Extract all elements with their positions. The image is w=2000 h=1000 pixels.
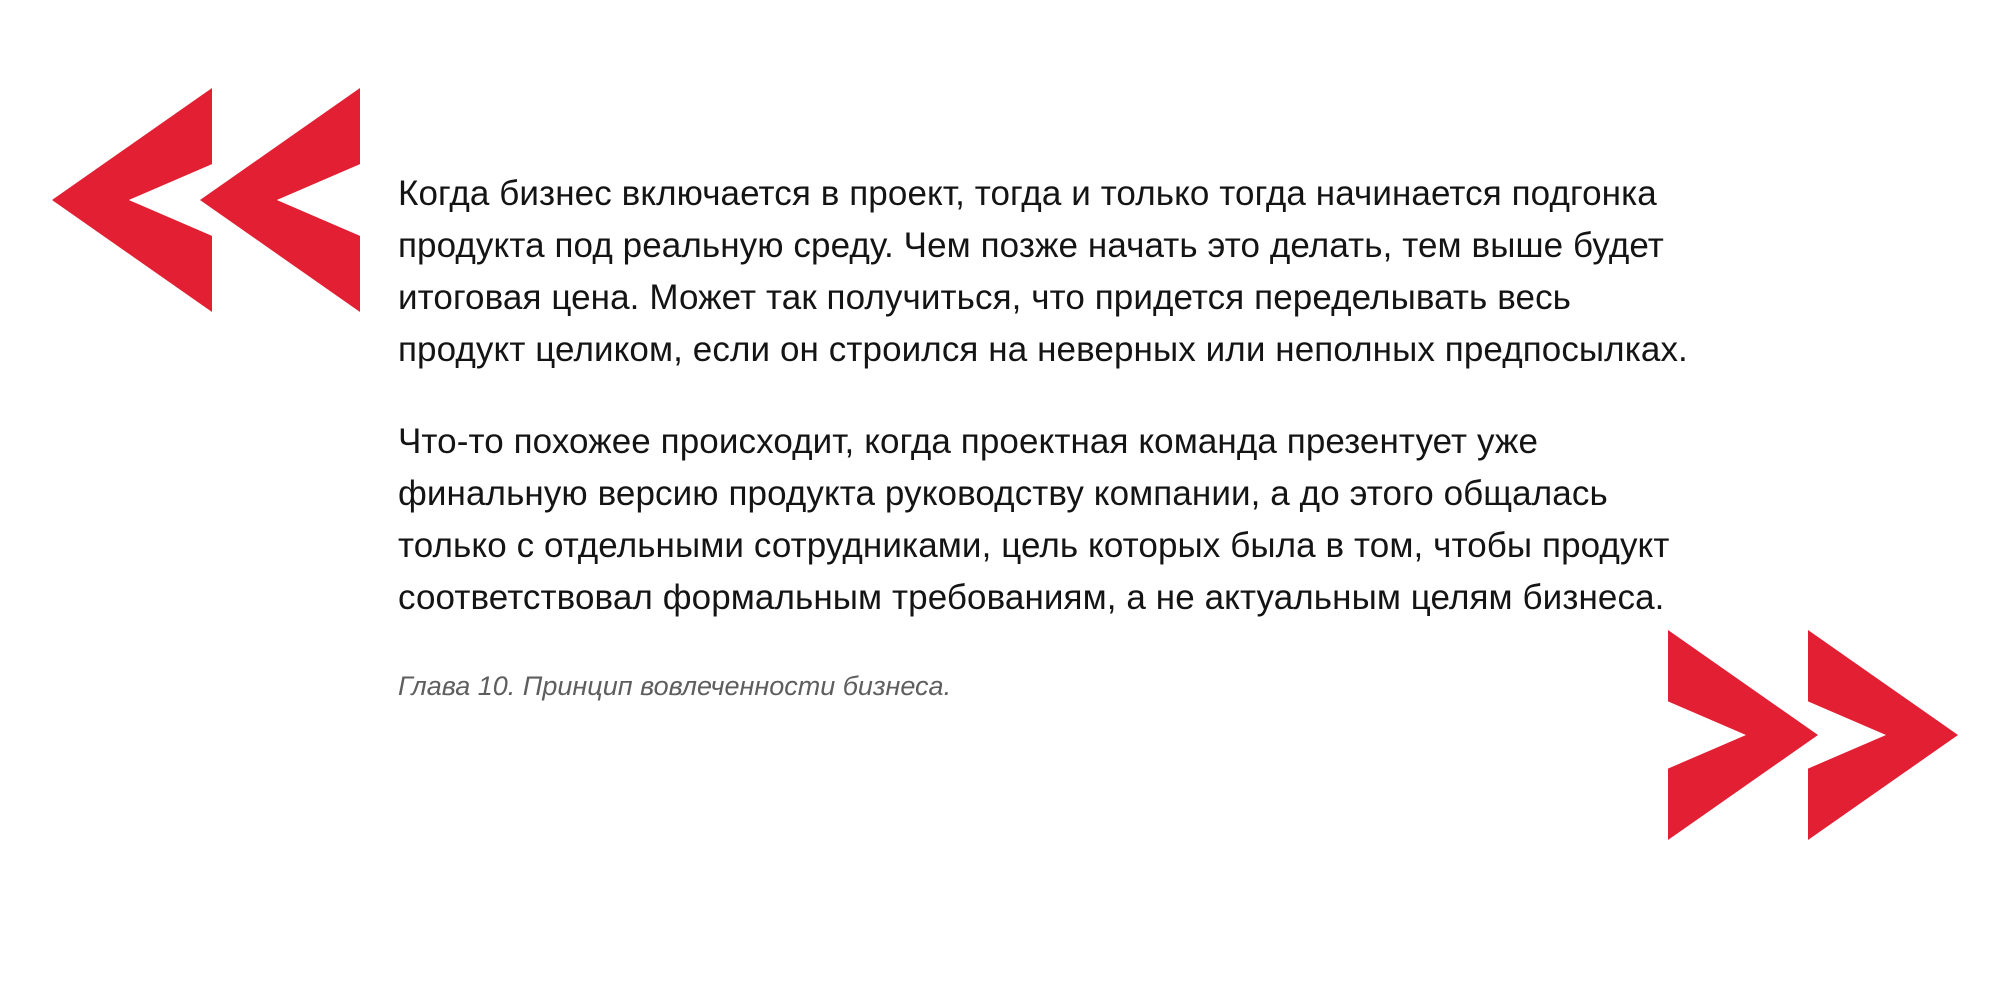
double-chevron-left-icon [52,88,362,338]
chevron-left-glyph-inner [200,88,360,312]
chevron-right-glyph-outer [1808,630,1958,840]
quote-paragraph-2: Что-то похожее происходит, когда проектная команда презентует уже финальную версию продукта руководству компании, а до этого общалась только с отдельными сотрудниками, цель которых была в том, чтобы продукт соответствовал формальным требованиям, а не актуальным целям бизнеса. [398,422,1670,617]
double-chevron-right-icon [1668,630,1956,860]
quote-paragraph-1: Когда бизнес включается в проект, тогда и только тогда начинается подгонка продукта под реальную среду. Чем позже начать это делать, тем выше будет итоговая цена. Может так получиться, что придется переделывать весь продукт целиком, если он строился на неверных или неполных предпосылках. [398,174,1688,369]
chevron-left-glyph-outer [52,88,212,312]
chevron-right-glyph-inner [1668,630,1818,840]
quote-source: Глава 10. Принцип вовлеченности бизнеса. [398,671,952,701]
quote-content [398,168,1698,704]
